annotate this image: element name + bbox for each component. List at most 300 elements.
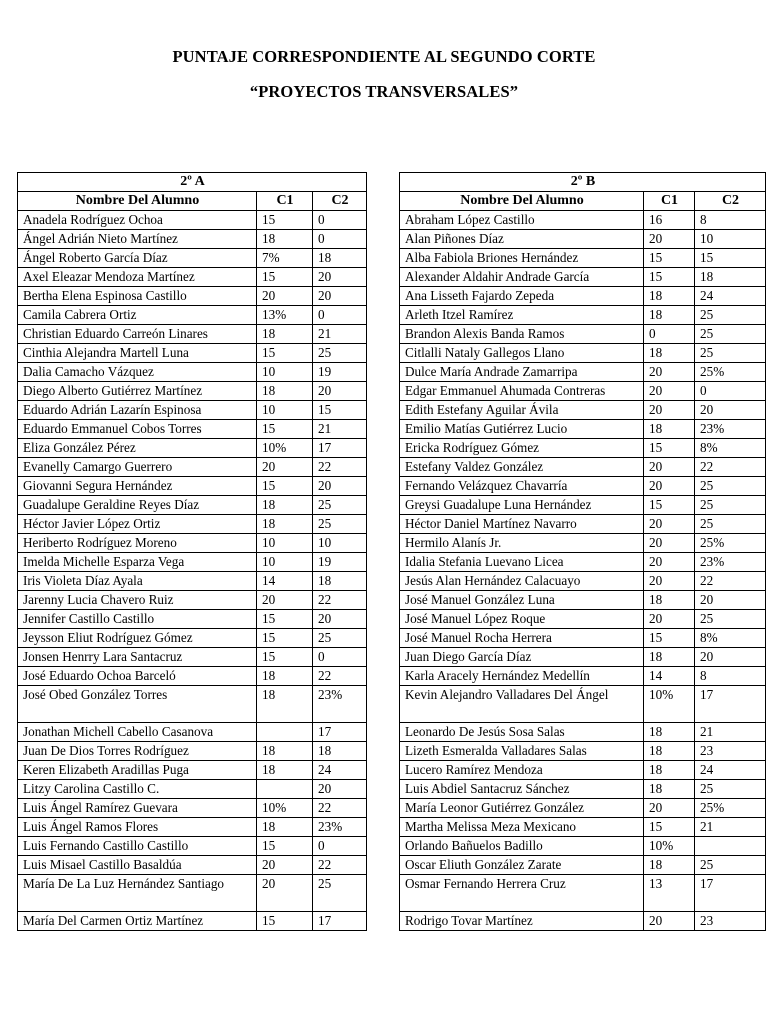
score-c1-cell: 18 bbox=[644, 723, 695, 742]
table-row bbox=[18, 799, 367, 818]
student-name-cell: Litzy Carolina Castillo C. bbox=[18, 780, 257, 799]
score-c2-cell: 17 bbox=[695, 686, 766, 723]
student-name-cell: Edgar Emmanuel Ahumada Contreras bbox=[400, 382, 644, 401]
student-name-cell: Lizeth Esmeralda Valladares Salas bbox=[400, 742, 644, 761]
score-c1-cell: 20 bbox=[644, 534, 695, 553]
score-c1-cell: 18 bbox=[257, 818, 313, 837]
score-c2-cell: 24 bbox=[695, 761, 766, 780]
score-c2-cell: 21 bbox=[695, 723, 766, 742]
score-c1-cell: 15 bbox=[257, 648, 313, 667]
student-name-cell: Lucero Ramírez Mendoza bbox=[400, 761, 644, 780]
score-c2-cell: 15 bbox=[695, 249, 766, 268]
score-c2-cell: 8% bbox=[695, 439, 766, 458]
document-title: PUNTAJE CORRESPONDIENTE AL SEGUNDO CORTE bbox=[172, 47, 596, 66]
table-row bbox=[18, 363, 367, 382]
score-c1-cell: 15 bbox=[257, 344, 313, 363]
score-c1-cell: 15 bbox=[257, 477, 313, 496]
column-header-c1: C1 bbox=[644, 192, 695, 211]
student-name-cell: Eduardo Emmanuel Cobos Torres bbox=[18, 420, 257, 439]
score-c1-cell: 15 bbox=[257, 837, 313, 856]
document-subtitle: “PROYECTOS TRANSVERSALES” bbox=[249, 82, 519, 101]
score-c2-cell: 22 bbox=[695, 572, 766, 591]
student-name-cell: Orlando Bañuelos Badillo bbox=[400, 837, 644, 856]
student-name-cell: Arleth Itzel Ramírez bbox=[400, 306, 644, 325]
student-name-cell: Abraham López Castillo bbox=[400, 211, 644, 230]
score-c1-cell: 10 bbox=[257, 553, 313, 572]
score-c1-cell: 18 bbox=[644, 648, 695, 667]
score-c1-cell: 20 bbox=[644, 230, 695, 249]
table-row bbox=[400, 439, 766, 458]
student-name-cell: Giovanni Segura Hernández bbox=[18, 477, 257, 496]
table-row bbox=[18, 761, 367, 780]
table-row bbox=[400, 686, 766, 723]
table-row bbox=[18, 458, 367, 477]
score-c1-cell: 18 bbox=[644, 344, 695, 363]
student-name-cell: Dalia Camacho Vázquez bbox=[18, 363, 257, 382]
student-name-cell: Ángel Adrián Nieto Martínez bbox=[18, 230, 257, 249]
score-c1-cell: 10% bbox=[257, 439, 313, 458]
score-c1-cell: 10 bbox=[257, 363, 313, 382]
score-c2-cell: 18 bbox=[313, 742, 367, 761]
student-name-cell: Dulce María Andrade Zamarripa bbox=[400, 363, 644, 382]
student-name-cell: Ángel Roberto García Díaz bbox=[18, 249, 257, 268]
score-c1-cell: 14 bbox=[644, 667, 695, 686]
table-row bbox=[400, 742, 766, 761]
table-row bbox=[400, 458, 766, 477]
grades-table-2a bbox=[17, 172, 367, 931]
student-name-cell: Anadela Rodríguez Ochoa bbox=[18, 211, 257, 230]
score-c2-cell: 17 bbox=[695, 875, 766, 912]
table-row bbox=[400, 401, 766, 420]
student-name-cell: Emilio Matías Gutiérrez Lucio bbox=[400, 420, 644, 439]
score-c2-cell: 22 bbox=[695, 458, 766, 477]
student-name-cell: Camila Cabrera Ortiz bbox=[18, 306, 257, 325]
table-row bbox=[400, 572, 766, 591]
student-name-cell: Jonsen Henrry Lara Santacruz bbox=[18, 648, 257, 667]
score-c1-cell: 20 bbox=[257, 458, 313, 477]
score-c1-cell: 10% bbox=[257, 799, 313, 818]
score-c1-cell: 15 bbox=[644, 818, 695, 837]
score-c2-cell: 0 bbox=[695, 382, 766, 401]
table-row bbox=[18, 818, 367, 837]
score-c1-cell: 15 bbox=[644, 496, 695, 515]
score-c2-cell: 24 bbox=[695, 287, 766, 306]
table-row bbox=[400, 553, 766, 572]
score-c2-cell: 17 bbox=[313, 723, 367, 742]
table-row bbox=[18, 837, 367, 856]
score-c2-cell: 25% bbox=[695, 799, 766, 818]
score-c2-cell: 25 bbox=[313, 875, 367, 912]
table-row bbox=[18, 249, 367, 268]
score-c1-cell: 13% bbox=[257, 306, 313, 325]
column-header-c2: C2 bbox=[313, 192, 367, 211]
score-c2-cell: 22 bbox=[313, 799, 367, 818]
table-row bbox=[18, 686, 367, 723]
table-row bbox=[400, 799, 766, 818]
table-body bbox=[400, 211, 766, 931]
score-c1-cell: 15 bbox=[644, 439, 695, 458]
score-c1-cell: 20 bbox=[644, 477, 695, 496]
score-c1-cell: 20 bbox=[644, 610, 695, 629]
score-c1-cell: 18 bbox=[257, 515, 313, 534]
score-c2-cell: 21 bbox=[313, 325, 367, 344]
student-name-cell: Ana Lisseth Fajardo Zepeda bbox=[400, 287, 644, 306]
score-c1-cell: 20 bbox=[644, 401, 695, 420]
table-row bbox=[400, 363, 766, 382]
score-c2-cell: 0 bbox=[313, 230, 367, 249]
student-name-cell: Axel Eleazar Mendoza Martínez bbox=[18, 268, 257, 287]
table-row bbox=[18, 211, 367, 230]
score-c2-cell: 20 bbox=[313, 268, 367, 287]
table-row bbox=[400, 648, 766, 667]
table-row bbox=[18, 553, 367, 572]
score-c2-cell: 0 bbox=[313, 211, 367, 230]
score-c1-cell: 20 bbox=[644, 382, 695, 401]
student-name-cell: María Del Carmen Ortiz Martínez bbox=[18, 912, 257, 931]
score-c2-cell: 25% bbox=[695, 534, 766, 553]
table-row bbox=[400, 477, 766, 496]
student-name-cell: Iris Violeta Díaz Ayala bbox=[18, 572, 257, 591]
student-name-cell: Juan Diego García Díaz bbox=[400, 648, 644, 667]
score-c2-cell: 25 bbox=[695, 856, 766, 875]
table-row bbox=[400, 629, 766, 648]
student-name-cell: José Manuel Rocha Herrera bbox=[400, 629, 644, 648]
student-name-cell: Brandon Alexis Banda Ramos bbox=[400, 325, 644, 344]
student-name-cell: Kevin Alejandro Valladares Del Ángel bbox=[400, 686, 644, 723]
student-name-cell: Cinthia Alejandra Martell Luna bbox=[18, 344, 257, 363]
score-c2-cell: 25 bbox=[313, 344, 367, 363]
score-c2-cell bbox=[695, 837, 766, 856]
score-c1-cell: 15 bbox=[644, 268, 695, 287]
score-c1-cell: 18 bbox=[644, 856, 695, 875]
score-c2-cell: 8 bbox=[695, 667, 766, 686]
score-c1-cell: 20 bbox=[257, 856, 313, 875]
table-row bbox=[400, 211, 766, 230]
student-name-cell: Luis Abdiel Santacruz Sánchez bbox=[400, 780, 644, 799]
table-row bbox=[18, 344, 367, 363]
table-row bbox=[400, 420, 766, 439]
student-name-cell: Osmar Fernando Herrera Cruz bbox=[400, 875, 644, 912]
score-c2-cell: 25 bbox=[695, 780, 766, 799]
student-name-cell: Martha Melissa Meza Mexicano bbox=[400, 818, 644, 837]
student-name-cell: José Manuel González Luna bbox=[400, 591, 644, 610]
student-name-cell: Luis Misael Castillo Basaldúa bbox=[18, 856, 257, 875]
student-name-cell: José Manuel López Roque bbox=[400, 610, 644, 629]
table-row bbox=[400, 382, 766, 401]
score-c1-cell: 18 bbox=[644, 742, 695, 761]
score-c2-cell: 25 bbox=[695, 306, 766, 325]
score-c2-cell: 8% bbox=[695, 629, 766, 648]
student-name-cell: Fernando Velázquez Chavarría bbox=[400, 477, 644, 496]
table-row bbox=[18, 382, 367, 401]
score-c1-cell: 20 bbox=[644, 572, 695, 591]
table-body bbox=[18, 211, 367, 931]
score-c2-cell: 25 bbox=[313, 629, 367, 648]
score-c1-cell: 13 bbox=[644, 875, 695, 912]
table-row bbox=[18, 477, 367, 496]
score-c1-cell: 0 bbox=[644, 325, 695, 344]
student-name-cell: Alba Fabiola Briones Hernández bbox=[400, 249, 644, 268]
score-c2-cell: 24 bbox=[313, 761, 367, 780]
student-name-cell: Luis Ángel Ramírez Guevara bbox=[18, 799, 257, 818]
score-c2-cell: 25 bbox=[313, 515, 367, 534]
score-c1-cell bbox=[257, 780, 313, 799]
table-row bbox=[18, 856, 367, 875]
score-c1-cell: 18 bbox=[257, 742, 313, 761]
score-c1-cell: 18 bbox=[644, 591, 695, 610]
score-c1-cell: 20 bbox=[644, 553, 695, 572]
score-c2-cell: 21 bbox=[695, 818, 766, 837]
student-name-cell: Heriberto Rodríguez Moreno bbox=[18, 534, 257, 553]
student-name-cell: Edith Estefany Aguilar Ávila bbox=[400, 401, 644, 420]
score-c2-cell: 10 bbox=[695, 230, 766, 249]
table-row bbox=[18, 439, 367, 458]
table-row bbox=[400, 268, 766, 287]
score-c1-cell: 16 bbox=[644, 211, 695, 230]
student-name-cell: Jesús Alan Hernández Calacuayo bbox=[400, 572, 644, 591]
score-c1-cell: 18 bbox=[644, 761, 695, 780]
score-c1-cell: 15 bbox=[257, 912, 313, 931]
score-c2-cell: 23% bbox=[313, 818, 367, 837]
student-name-cell: Idalia Stefania Luevano Licea bbox=[400, 553, 644, 572]
score-c1-cell: 20 bbox=[644, 363, 695, 382]
score-c2-cell: 22 bbox=[313, 856, 367, 875]
table-row bbox=[400, 780, 766, 799]
score-c1-cell: 20 bbox=[257, 591, 313, 610]
score-c1-cell: 18 bbox=[257, 667, 313, 686]
table-row bbox=[400, 306, 766, 325]
student-name-cell: Jennifer Castillo Castillo bbox=[18, 610, 257, 629]
table-row bbox=[18, 667, 367, 686]
table-row bbox=[400, 875, 766, 912]
student-name-cell: José Obed González Torres bbox=[18, 686, 257, 723]
score-c1-cell bbox=[257, 723, 313, 742]
score-c2-cell: 20 bbox=[695, 401, 766, 420]
table-row bbox=[400, 837, 766, 856]
table-row bbox=[18, 875, 367, 912]
score-c1-cell: 18 bbox=[257, 496, 313, 515]
score-c1-cell: 15 bbox=[644, 249, 695, 268]
student-name-cell: Eduardo Adrián Lazarín Espinosa bbox=[18, 401, 257, 420]
score-c2-cell: 23% bbox=[695, 553, 766, 572]
score-c1-cell: 18 bbox=[257, 761, 313, 780]
table-row bbox=[400, 515, 766, 534]
table-row bbox=[400, 496, 766, 515]
student-name-cell: Estefany Valdez González bbox=[400, 458, 644, 477]
score-c2-cell: 25% bbox=[695, 363, 766, 382]
student-name-cell: Keren Elizabeth Aradillas Puga bbox=[18, 761, 257, 780]
student-name-cell: Alexander Aldahir Andrade García bbox=[400, 268, 644, 287]
student-name-cell: Imelda Michelle Esparza Vega bbox=[18, 553, 257, 572]
score-c2-cell: 25 bbox=[695, 610, 766, 629]
score-c2-cell: 8 bbox=[695, 211, 766, 230]
score-c1-cell: 10 bbox=[257, 534, 313, 553]
table-row bbox=[400, 230, 766, 249]
table-row bbox=[400, 610, 766, 629]
score-c1-cell: 20 bbox=[257, 875, 313, 912]
score-c1-cell: 15 bbox=[257, 211, 313, 230]
score-c2-cell: 23% bbox=[313, 686, 367, 723]
score-c1-cell: 18 bbox=[257, 686, 313, 723]
score-c2-cell: 25 bbox=[695, 344, 766, 363]
score-c2-cell: 20 bbox=[313, 610, 367, 629]
group-header: 2º A bbox=[18, 173, 367, 192]
student-name-cell: Rodrigo Tovar Martínez bbox=[400, 912, 644, 931]
score-c2-cell: 20 bbox=[313, 780, 367, 799]
score-c1-cell: 18 bbox=[644, 420, 695, 439]
student-name-cell: Oscar Eliuth González Zarate bbox=[400, 856, 644, 875]
student-name-cell: José Eduardo Ochoa Barceló bbox=[18, 667, 257, 686]
table-row bbox=[18, 230, 367, 249]
score-c2-cell: 22 bbox=[313, 458, 367, 477]
score-c1-cell: 18 bbox=[644, 306, 695, 325]
score-c1-cell: 18 bbox=[257, 230, 313, 249]
table-row bbox=[18, 648, 367, 667]
score-c1-cell: 18 bbox=[257, 325, 313, 344]
table-row bbox=[18, 629, 367, 648]
column-header-c1: C1 bbox=[257, 192, 313, 211]
student-name-cell: Karla Aracely Hernández Medellín bbox=[400, 667, 644, 686]
table-row bbox=[400, 287, 766, 306]
score-c2-cell: 23 bbox=[695, 912, 766, 931]
column-header-name: Nombre Del Alumno bbox=[18, 192, 257, 211]
score-c1-cell: 7% bbox=[257, 249, 313, 268]
column-header-name: Nombre Del Alumno bbox=[400, 192, 644, 211]
table-row bbox=[18, 268, 367, 287]
table-row bbox=[400, 818, 766, 837]
table-row bbox=[400, 534, 766, 553]
student-name-cell: Jonathan Michell Cabello Casanova bbox=[18, 723, 257, 742]
score-c2-cell: 21 bbox=[313, 420, 367, 439]
student-name-cell: Christian Eduardo Carreón Linares bbox=[18, 325, 257, 344]
table-row bbox=[400, 325, 766, 344]
score-c1-cell: 18 bbox=[257, 382, 313, 401]
table-row bbox=[18, 912, 367, 931]
student-name-cell: Ericka Rodríguez Gómez bbox=[400, 439, 644, 458]
table-row bbox=[400, 667, 766, 686]
score-c1-cell: 20 bbox=[257, 287, 313, 306]
student-name-cell: Juan De Dios Torres Rodríguez bbox=[18, 742, 257, 761]
student-name-cell: Leonardo De Jesús Sosa Salas bbox=[400, 723, 644, 742]
table-row bbox=[18, 591, 367, 610]
table-row bbox=[18, 401, 367, 420]
student-name-cell: Luis Fernando Castillo Castillo bbox=[18, 837, 257, 856]
table-row bbox=[400, 249, 766, 268]
score-c2-cell: 25 bbox=[695, 515, 766, 534]
score-c1-cell: 18 bbox=[644, 780, 695, 799]
score-c2-cell: 23% bbox=[695, 420, 766, 439]
score-c1-cell: 20 bbox=[644, 515, 695, 534]
student-name-cell: Jarenny Lucia Chavero Ruiz bbox=[18, 591, 257, 610]
score-c2-cell: 19 bbox=[313, 363, 367, 382]
table-row bbox=[18, 420, 367, 439]
grades-table-2b bbox=[399, 172, 766, 931]
score-c1-cell: 10% bbox=[644, 837, 695, 856]
table-row bbox=[18, 723, 367, 742]
score-c1-cell: 10 bbox=[257, 401, 313, 420]
student-name-cell: María De La Luz Hernández Santiago bbox=[18, 875, 257, 912]
table-row bbox=[400, 856, 766, 875]
student-name-cell: Diego Alberto Gutiérrez Martínez bbox=[18, 382, 257, 401]
student-name-cell: María Leonor Gutiérrez González bbox=[400, 799, 644, 818]
score-c2-cell: 15 bbox=[313, 401, 367, 420]
score-c2-cell: 20 bbox=[695, 648, 766, 667]
table-row bbox=[400, 344, 766, 363]
score-c2-cell: 0 bbox=[313, 306, 367, 325]
table-row bbox=[18, 742, 367, 761]
student-name-cell: Evanelly Camargo Guerrero bbox=[18, 458, 257, 477]
score-c2-cell: 20 bbox=[695, 591, 766, 610]
table-row bbox=[400, 761, 766, 780]
table-row bbox=[18, 780, 367, 799]
score-c2-cell: 17 bbox=[313, 912, 367, 931]
student-name-cell: Alan Piñones Díaz bbox=[400, 230, 644, 249]
student-name-cell: Greysi Guadalupe Luna Hernández bbox=[400, 496, 644, 515]
table-row bbox=[400, 723, 766, 742]
table-row bbox=[18, 496, 367, 515]
score-c1-cell: 15 bbox=[257, 610, 313, 629]
score-c1-cell: 10% bbox=[644, 686, 695, 723]
score-c2-cell: 22 bbox=[313, 667, 367, 686]
score-c2-cell: 18 bbox=[313, 572, 367, 591]
student-name-cell: Héctor Javier López Ortiz bbox=[18, 515, 257, 534]
student-name-cell: Jeysson Eliut Rodríguez Gómez bbox=[18, 629, 257, 648]
score-c2-cell: 25 bbox=[695, 477, 766, 496]
score-c2-cell: 18 bbox=[313, 249, 367, 268]
score-c1-cell: 20 bbox=[644, 912, 695, 931]
table-row bbox=[18, 534, 367, 553]
table-row bbox=[18, 325, 367, 344]
score-c2-cell: 23 bbox=[695, 742, 766, 761]
score-c1-cell: 15 bbox=[257, 268, 313, 287]
student-name-cell: Citlalli Nataly Gallegos Llano bbox=[400, 344, 644, 363]
score-c2-cell: 17 bbox=[313, 439, 367, 458]
score-c2-cell: 20 bbox=[313, 477, 367, 496]
table-row bbox=[18, 610, 367, 629]
student-name-cell: Eliza González Pérez bbox=[18, 439, 257, 458]
student-name-cell: Bertha Elena Espinosa Castillo bbox=[18, 287, 257, 306]
score-c2-cell: 25 bbox=[313, 496, 367, 515]
score-c2-cell: 20 bbox=[313, 287, 367, 306]
score-c2-cell: 19 bbox=[313, 553, 367, 572]
score-c2-cell: 18 bbox=[695, 268, 766, 287]
table-row bbox=[400, 912, 766, 931]
score-c2-cell: 25 bbox=[695, 325, 766, 344]
table-row bbox=[18, 306, 367, 325]
score-c2-cell: 22 bbox=[313, 591, 367, 610]
student-name-cell: Guadalupe Geraldine Reyes Díaz bbox=[18, 496, 257, 515]
column-header-c2: C2 bbox=[695, 192, 766, 211]
score-c1-cell: 20 bbox=[644, 799, 695, 818]
score-c2-cell: 0 bbox=[313, 837, 367, 856]
table-row bbox=[18, 515, 367, 534]
score-c2-cell: 25 bbox=[695, 496, 766, 515]
score-c2-cell: 0 bbox=[313, 648, 367, 667]
score-c1-cell: 14 bbox=[257, 572, 313, 591]
table-row bbox=[18, 572, 367, 591]
table-row bbox=[400, 591, 766, 610]
score-c1-cell: 18 bbox=[644, 287, 695, 306]
student-name-cell: Hermilo Alanís Jr. bbox=[400, 534, 644, 553]
score-c1-cell: 15 bbox=[644, 629, 695, 648]
score-c2-cell: 20 bbox=[313, 382, 367, 401]
score-c1-cell: 15 bbox=[257, 420, 313, 439]
score-c2-cell: 10 bbox=[313, 534, 367, 553]
score-c1-cell: 20 bbox=[644, 458, 695, 477]
score-c1-cell: 15 bbox=[257, 629, 313, 648]
student-name-cell: Luis Ángel Ramos Flores bbox=[18, 818, 257, 837]
group-header: 2º B bbox=[400, 173, 766, 192]
